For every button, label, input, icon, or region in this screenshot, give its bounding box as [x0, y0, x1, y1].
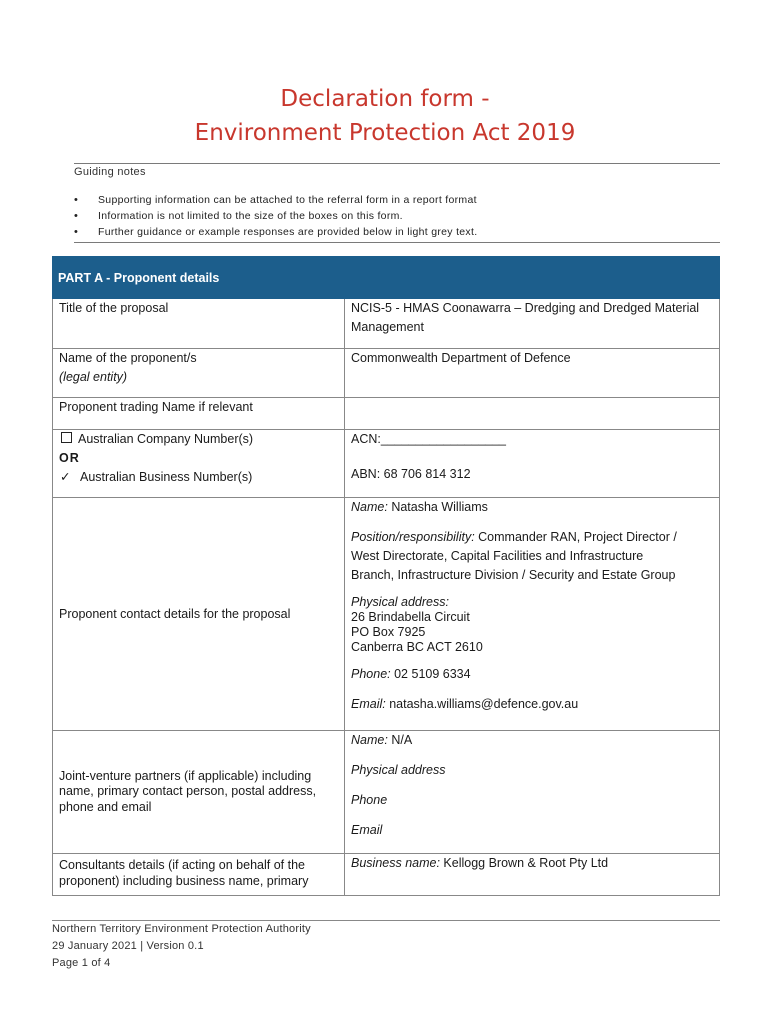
guiding-notes-heading: Guiding notes [74, 166, 146, 178]
proponent-label-cell [53, 349, 345, 397]
consult-bn: Kellogg Brown & Root Pty Ltd [443, 856, 609, 870]
address-line3: Canberra BC ACT 2610 [351, 640, 483, 654]
email-value: natasha.williams@defence.gov.au [389, 697, 579, 711]
table-row [52, 398, 720, 430]
jv-label-line2: name, primary contact person, postal address, [59, 784, 317, 799]
abn-value: ABN: 68 706 814 312 [351, 467, 471, 481]
title-value: NCIS-5 - HMAS Coonawarra – Dredging and Dredged Material Management [351, 301, 700, 334]
contact-name: Natasha Williams [391, 500, 488, 514]
trading-label: Proponent trading Name if relevant [59, 400, 253, 414]
table-row [52, 299, 720, 349]
address-line2: PO Box 7925 [351, 625, 426, 639]
consult-value-cell[interactable] [345, 854, 719, 895]
divider-top [74, 163, 720, 164]
jv-label-line1: Joint-venture partners (if applicable) including [59, 768, 312, 783]
position-line1: Commander RAN, Project Director / [478, 530, 677, 544]
contact-label-cell [53, 498, 345, 730]
position-label: Position/responsibility: [351, 530, 475, 544]
table-row [52, 430, 720, 498]
proponent-label: Name of the proponent/s [59, 351, 197, 365]
consult-label-cell [53, 854, 345, 895]
table-row [52, 498, 720, 731]
trading-label-cell [53, 398, 345, 429]
proponent-sublabel: (legal entity) [59, 370, 128, 384]
address-label: Physical address: [351, 595, 449, 609]
guiding-note: • Supporting information can be attached to the referral form in a report format [74, 192, 477, 208]
jv-label-cell [53, 731, 345, 853]
footer-org: Northern Territory Environment Protection Authority [52, 923, 311, 935]
consult-bn-label: Business name: [351, 856, 440, 870]
guiding-note: • Information is not limited to the size of the boxes on this form. [74, 208, 477, 224]
acn-value: ACN:__________________ [351, 432, 506, 446]
guiding-note: • Further guidance or example responses are provided below in light grey text. [74, 224, 477, 240]
table-row [52, 731, 720, 854]
acn-abn-label-cell [53, 430, 345, 497]
divider-notes [74, 242, 720, 243]
table-row [52, 854, 720, 896]
part-a-header: PART A - Proponent details [52, 256, 720, 299]
title-label-cell [53, 299, 345, 348]
proponent-value: Commonwealth Department of Defence [351, 351, 571, 365]
jv-value-cell[interactable] [345, 731, 719, 853]
check-icon[interactable]: ✓ [60, 470, 71, 484]
contact-value-cell[interactable] [345, 498, 719, 730]
or-label: OR [59, 451, 80, 465]
jv-email-label: Email [351, 823, 383, 837]
jv-name: N/A [391, 733, 413, 747]
footer-page: Page 1 of 4 [52, 957, 111, 969]
trading-value-cell[interactable] [345, 398, 719, 429]
contact-name-label: Name: [351, 500, 388, 514]
position-line2: West Directorate, Capital Facilities and Infrastructure [351, 549, 644, 563]
part-a-table [52, 256, 720, 896]
consult-label-line2: proponent) including business name, primary [59, 873, 309, 888]
footer-date-version: 29 January 2021 | Version 0.1 [52, 940, 204, 952]
phone-value: 02 5109 6334 [394, 667, 471, 681]
acn-checkbox[interactable] [61, 432, 72, 443]
footer-divider [52, 920, 720, 921]
consult-label-line1: Consultants details (if acting on behalf of the [59, 858, 305, 872]
contact-label: Proponent contact details for the proposal [59, 606, 291, 621]
form-title-line2: Environment Protection Act 2019 [194, 120, 576, 146]
jv-address-label: Physical address [351, 763, 446, 777]
form-title-line1: Declaration form - [280, 86, 490, 112]
title-value-cell[interactable] [345, 299, 719, 348]
acn-label: Australian Company Number(s) [78, 432, 254, 446]
guiding-notes-list [74, 192, 477, 240]
proponent-value-cell[interactable] [345, 349, 719, 397]
table-row [52, 349, 720, 398]
jv-phone-label: Phone [351, 793, 388, 807]
abn-label: Australian Business Number(s) [80, 470, 253, 484]
email-label: Email: [351, 697, 386, 711]
position-line3: Branch, Infrastructure Division / Security and Estate Group [351, 568, 676, 582]
jv-name-label: Name: [351, 733, 388, 747]
acn-abn-value-cell[interactable] [345, 430, 719, 497]
title-label: Title of the proposal [59, 301, 169, 315]
phone-label: Phone: [351, 667, 391, 681]
jv-label-line3: phone and email [59, 799, 152, 814]
address-line1: 26 Brindabella Circuit [351, 610, 470, 624]
